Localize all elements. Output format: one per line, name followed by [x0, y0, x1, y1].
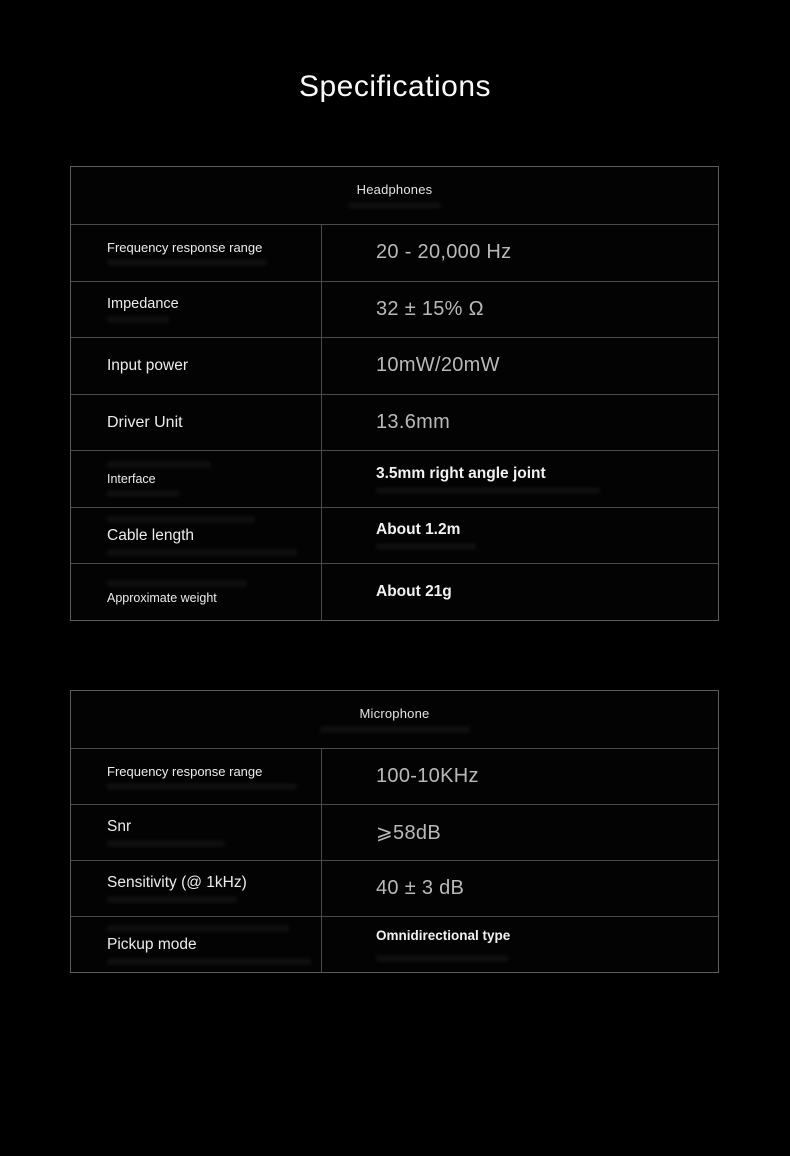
ghost-text: [107, 580, 247, 587]
spec-value-cell: [322, 564, 718, 620]
table-row: [71, 564, 718, 620]
spec-value: 13.6mm: [376, 411, 451, 434]
spec-label: Approximate weight: [107, 590, 217, 605]
table-row: [71, 861, 718, 917]
spec-value: 3.5mm right angle joint: [376, 464, 546, 482]
ghost-text: [107, 461, 211, 468]
spec-value-cell: [322, 805, 718, 860]
spec-value-cell: [322, 917, 718, 972]
spec-value: 32 ± 15% Ω: [376, 297, 484, 320]
spec-value-cell: [322, 451, 718, 507]
spec-value: 10mW/20mW: [376, 354, 500, 377]
headphones-table-title: Headphones: [356, 182, 433, 197]
microphone-table-header: [71, 691, 718, 749]
spec-value-cell: [322, 338, 718, 394]
headphones-table: [70, 166, 719, 621]
ghost-text: [107, 840, 225, 847]
spec-label-cell: [71, 564, 322, 620]
microphone-table-title: Microphone: [359, 706, 430, 721]
spec-label: Impedance: [107, 295, 179, 312]
table-row: [71, 338, 718, 395]
microphone-table: [70, 690, 719, 973]
spec-label-cell: [71, 451, 322, 507]
table-row: [71, 805, 718, 861]
spec-label-cell: [71, 338, 322, 394]
spec-value: Omnidirectional type: [376, 927, 511, 943]
spec-label-cell: [71, 395, 322, 451]
spec-label: Interface: [107, 472, 156, 487]
ghost-text: [349, 202, 441, 209]
spec-label: Snr: [107, 818, 132, 835]
ghost-text: [107, 316, 169, 323]
spec-value-cell: [322, 395, 718, 451]
spec-value: 100-10KHz: [376, 765, 479, 787]
spec-value-cell: [322, 861, 718, 916]
table-row: [71, 749, 718, 805]
table-row: [71, 508, 718, 565]
table-row: [71, 225, 718, 282]
ghost-text: [107, 259, 267, 266]
ghost-text: [376, 487, 600, 494]
spec-value-cell: [322, 749, 718, 804]
spec-value: 40 ± 3 dB: [376, 877, 465, 899]
spec-value-cell: [322, 225, 718, 281]
ghost-text: [107, 896, 237, 903]
spec-label: Cable length: [107, 526, 195, 544]
spec-value-cell: [322, 508, 718, 564]
spec-label: Frequency response range: [107, 239, 263, 255]
spec-value: 20 - 20,000 Hz: [376, 241, 512, 264]
spec-label: Input power: [107, 356, 188, 374]
spec-label: Pickup mode: [107, 935, 197, 953]
spec-label-cell: [71, 225, 322, 281]
spec-label-cell: [71, 749, 322, 804]
table-row: [71, 451, 718, 508]
spec-value: About 1.2m: [376, 521, 461, 539]
ghost-text: [107, 925, 289, 932]
table-row: [71, 395, 718, 452]
spec-label-cell: [71, 282, 322, 338]
ghost-text: [320, 726, 470, 733]
spec-label-cell: [71, 508, 322, 564]
ghost-text: [107, 516, 255, 523]
spec-label: Driver Unit: [107, 413, 183, 431]
spec-label-cell: [71, 861, 322, 916]
table-row: [71, 917, 718, 972]
spec-value: ⩾58dB: [376, 822, 441, 844]
spec-value-cell: [322, 282, 718, 338]
ghost-text: [107, 549, 297, 556]
ghost-text: [376, 543, 476, 550]
ghost-text: [107, 490, 179, 497]
spec-label-cell: [71, 917, 322, 972]
spec-label: Frequency response range: [107, 763, 263, 779]
ghost-text: [107, 958, 311, 965]
spec-label: Sensitivity (@ 1kHz): [107, 874, 247, 891]
ghost-text: [107, 783, 297, 790]
table-row: [71, 282, 718, 339]
page-title: Specifications: [298, 70, 492, 103]
ghost-text: [376, 955, 508, 962]
spec-value: About 21g: [376, 583, 452, 601]
headphones-table-header: [71, 167, 718, 225]
spec-label-cell: [71, 805, 322, 860]
